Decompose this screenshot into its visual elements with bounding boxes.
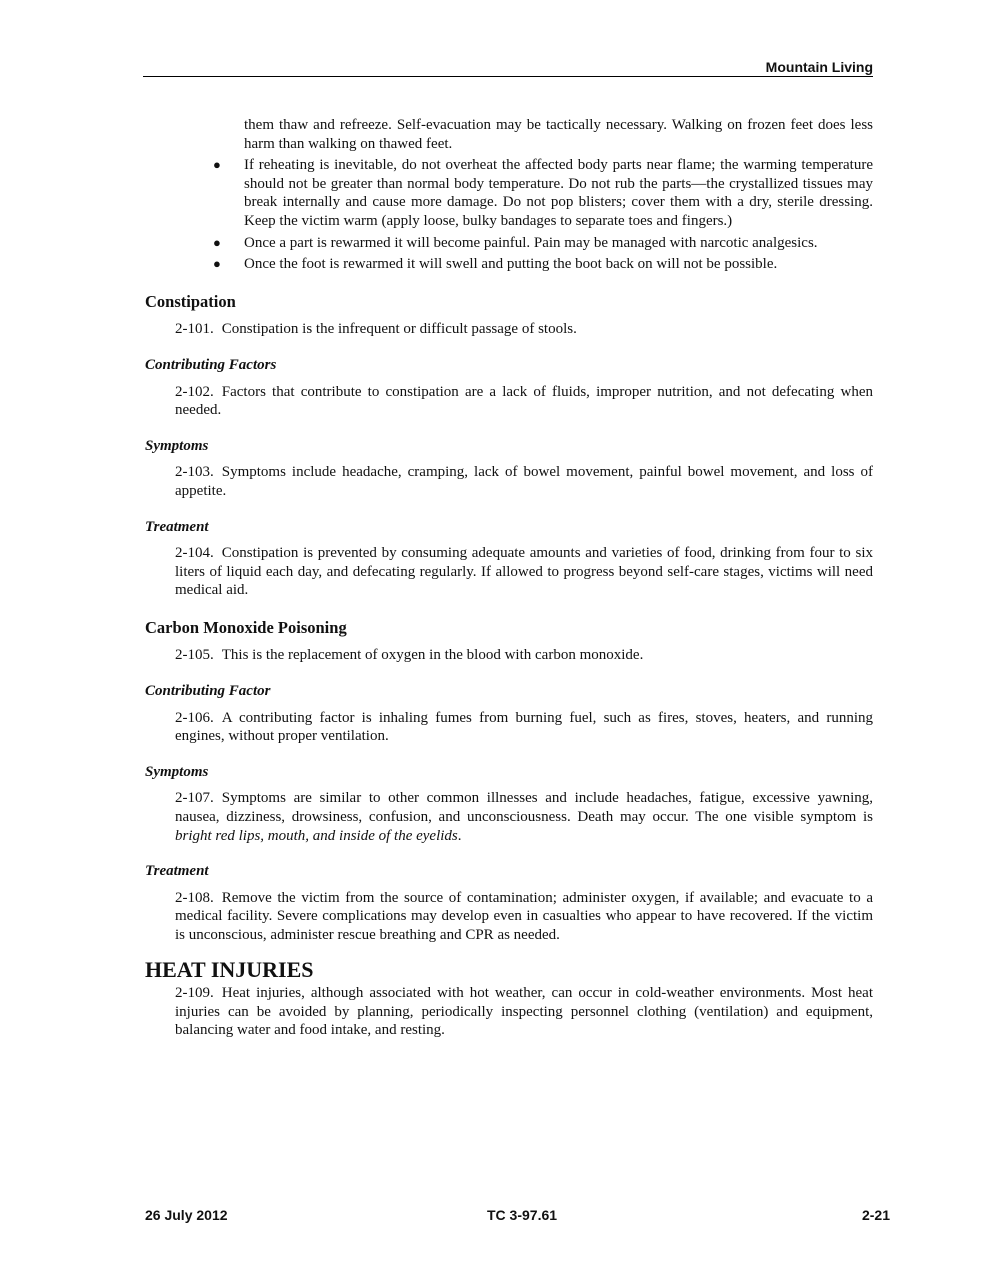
subheading-symptoms: Symptoms bbox=[145, 763, 209, 780]
paragraph-2-108: 2-108. Remove the victim from the source of contamination; administer oxygen, if available; and evacuate to a medical facility. Severe complications may develop even in casualties who appear to have recovered. If the victim is unconscious, administer rescue breathing and CPR as needed. bbox=[175, 889, 873, 943]
footer-document-number: TC 3-97.61 bbox=[487, 1207, 558, 1223]
list-item: ● Once a part is rewarmed it will become painful. Pain may be managed with narcotic analgesics. bbox=[213, 234, 818, 251]
subheading-treatment: Treatment bbox=[145, 518, 209, 535]
emphasis-text: bright red lips, mouth, and inside of the eyelids bbox=[175, 827, 458, 844]
chapter-heading-heat-injuries: HEAT INJURIES bbox=[145, 956, 314, 982]
subheading-treatment: Treatment bbox=[145, 863, 209, 880]
paragraph-2-106: 2-106. A contributing factor is inhaling fumes from burning fuel, such as fires, stoves, heaters, and running engines, without proper ventilation. bbox=[175, 709, 873, 745]
paragraph-2-107: 2-107. Symptoms are similar to other common illnesses and include headaches, fatigue, excessive yawning, nausea, dizziness, drowsiness, confusion, and unconsciousness. Death may occur. The one visible symptom is bright red lips, mouth, and inside of the eyelids. bbox=[175, 790, 873, 844]
continuation-paragraph: them thaw and refreeze. Self-evacuation may be tactically necessary. Walking on frozen feet does less harm than walking on thawed feet. bbox=[244, 117, 873, 152]
section-heading-carbon-monoxide: Carbon Monoxide Poisoning bbox=[145, 617, 347, 637]
paragraph-2-109: 2-109. Heat injuries, although associated with hot weather, can occur in cold-weather environments. Most heat injuries can be avoided by planning, periodically inspecting personnel clothing (ventilation) and equipment, balancing water and food intake, and resting. bbox=[175, 985, 873, 1039]
footer-date: 26 July 2012 bbox=[145, 1207, 228, 1223]
paragraph-2-101: 2-101. Constipation is the infrequent or difficult passage of stools. bbox=[175, 321, 577, 338]
paragraph-2-103: 2-103. Symptoms include headache, cramping, lack of bowel movement, painful bowel movement, and loss of appetite. bbox=[175, 464, 873, 499]
subheading-contributing-factors: Contributing Factors bbox=[145, 356, 277, 373]
list-item: ● Once the foot is rewarmed it will swell and putting the boot back on will not be possible. bbox=[213, 256, 778, 273]
bullet-icon: ● bbox=[213, 234, 221, 250]
subheading-symptoms: Symptoms bbox=[145, 437, 209, 454]
page-body bbox=[145, 116, 873, 1040]
footer-page-number: 2-21 bbox=[861, 1207, 890, 1223]
paragraph-2-105: 2-105. This is the replacement of oxygen in the blood with carbon monoxide. bbox=[175, 647, 644, 664]
paragraph-2-102: 2-102. Factors that contribute to constipation are a lack of fluids, improper nutrition, and not defecating when needed. bbox=[175, 383, 873, 419]
bullet-list bbox=[145, 156, 873, 274]
running-header: Mountain Living bbox=[765, 59, 873, 75]
bullet-icon: ● bbox=[213, 256, 221, 272]
list-item: ● If reheating is inevitable, do not overheat the affected body parts near flame; the warming temperature should not be greater than normal body temperature. Do not rub the parts—the crystallized tissues may break internally and cause more damage. Do not pop blisters; cover them with a dry, sterile dressing. Keep the victim warm (apply loose, bulky bandages to separate toes and fingers.) bbox=[213, 157, 873, 229]
section-heading-constipation: Constipation bbox=[145, 291, 236, 311]
header-rule bbox=[143, 76, 873, 77]
bullet-icon: ● bbox=[213, 157, 221, 173]
paragraph-2-104: 2-104. Constipation is prevented by consuming adequate amounts and varieties of food, drinking from four to six liters of liquid each day, and defecating regularly. If allowed to progress beyond self-care stages, victims will need medical aid. bbox=[175, 545, 873, 599]
subheading-contributing-factor: Contributing Factor bbox=[145, 683, 271, 700]
